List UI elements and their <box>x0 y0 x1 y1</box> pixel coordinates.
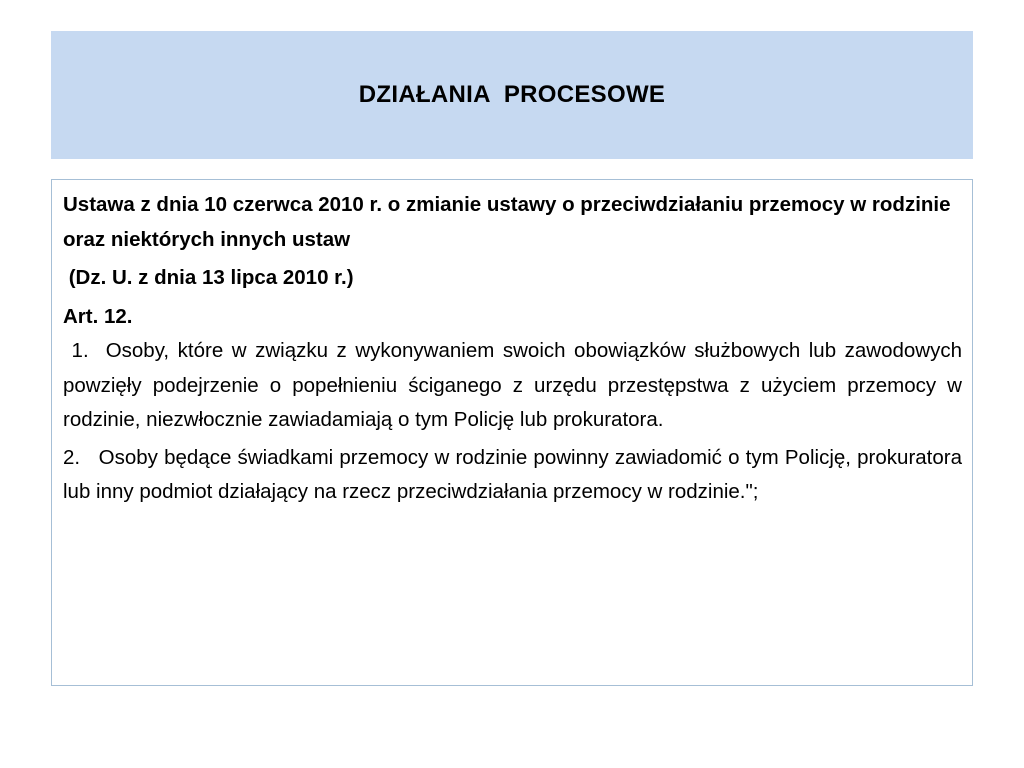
content-box <box>51 179 973 686</box>
paragraph-1: 1. Osoby, które w związku z wykonywaniem swoich obowiązków służbowych lub zawodowych powzięły podejrzenie o popełnieniu ściganego z urzędu przestępstwa z użyciem przemocy w rodzinie, niezwłocznie zawiadamiają o tym Policję lub prokuratora. <box>63 339 968 431</box>
law-heading: Ustawa z dnia 10 czerwca 2010 r. o zmianie ustawy o przeciwdziałaniu przemocy w rodzinie oraz niektórych innych ustaw <box>63 193 951 251</box>
title-band <box>51 31 973 159</box>
slide-title: DZIAŁANIA PROCESOWE <box>358 81 666 108</box>
paragraph-2: 2. Osoby będące świadkami przemocy w rodzinie powinny zawiadomić o tym Policję, prokuratora lub inny podmiot działający na rzecz przeciwdziałania przemocy w rodzinie."; <box>63 445 968 503</box>
publication-reference: (Dz. U. z dnia 13 lipca 2010 r.) <box>63 266 354 289</box>
article-number: Art. 12. <box>63 304 133 328</box>
